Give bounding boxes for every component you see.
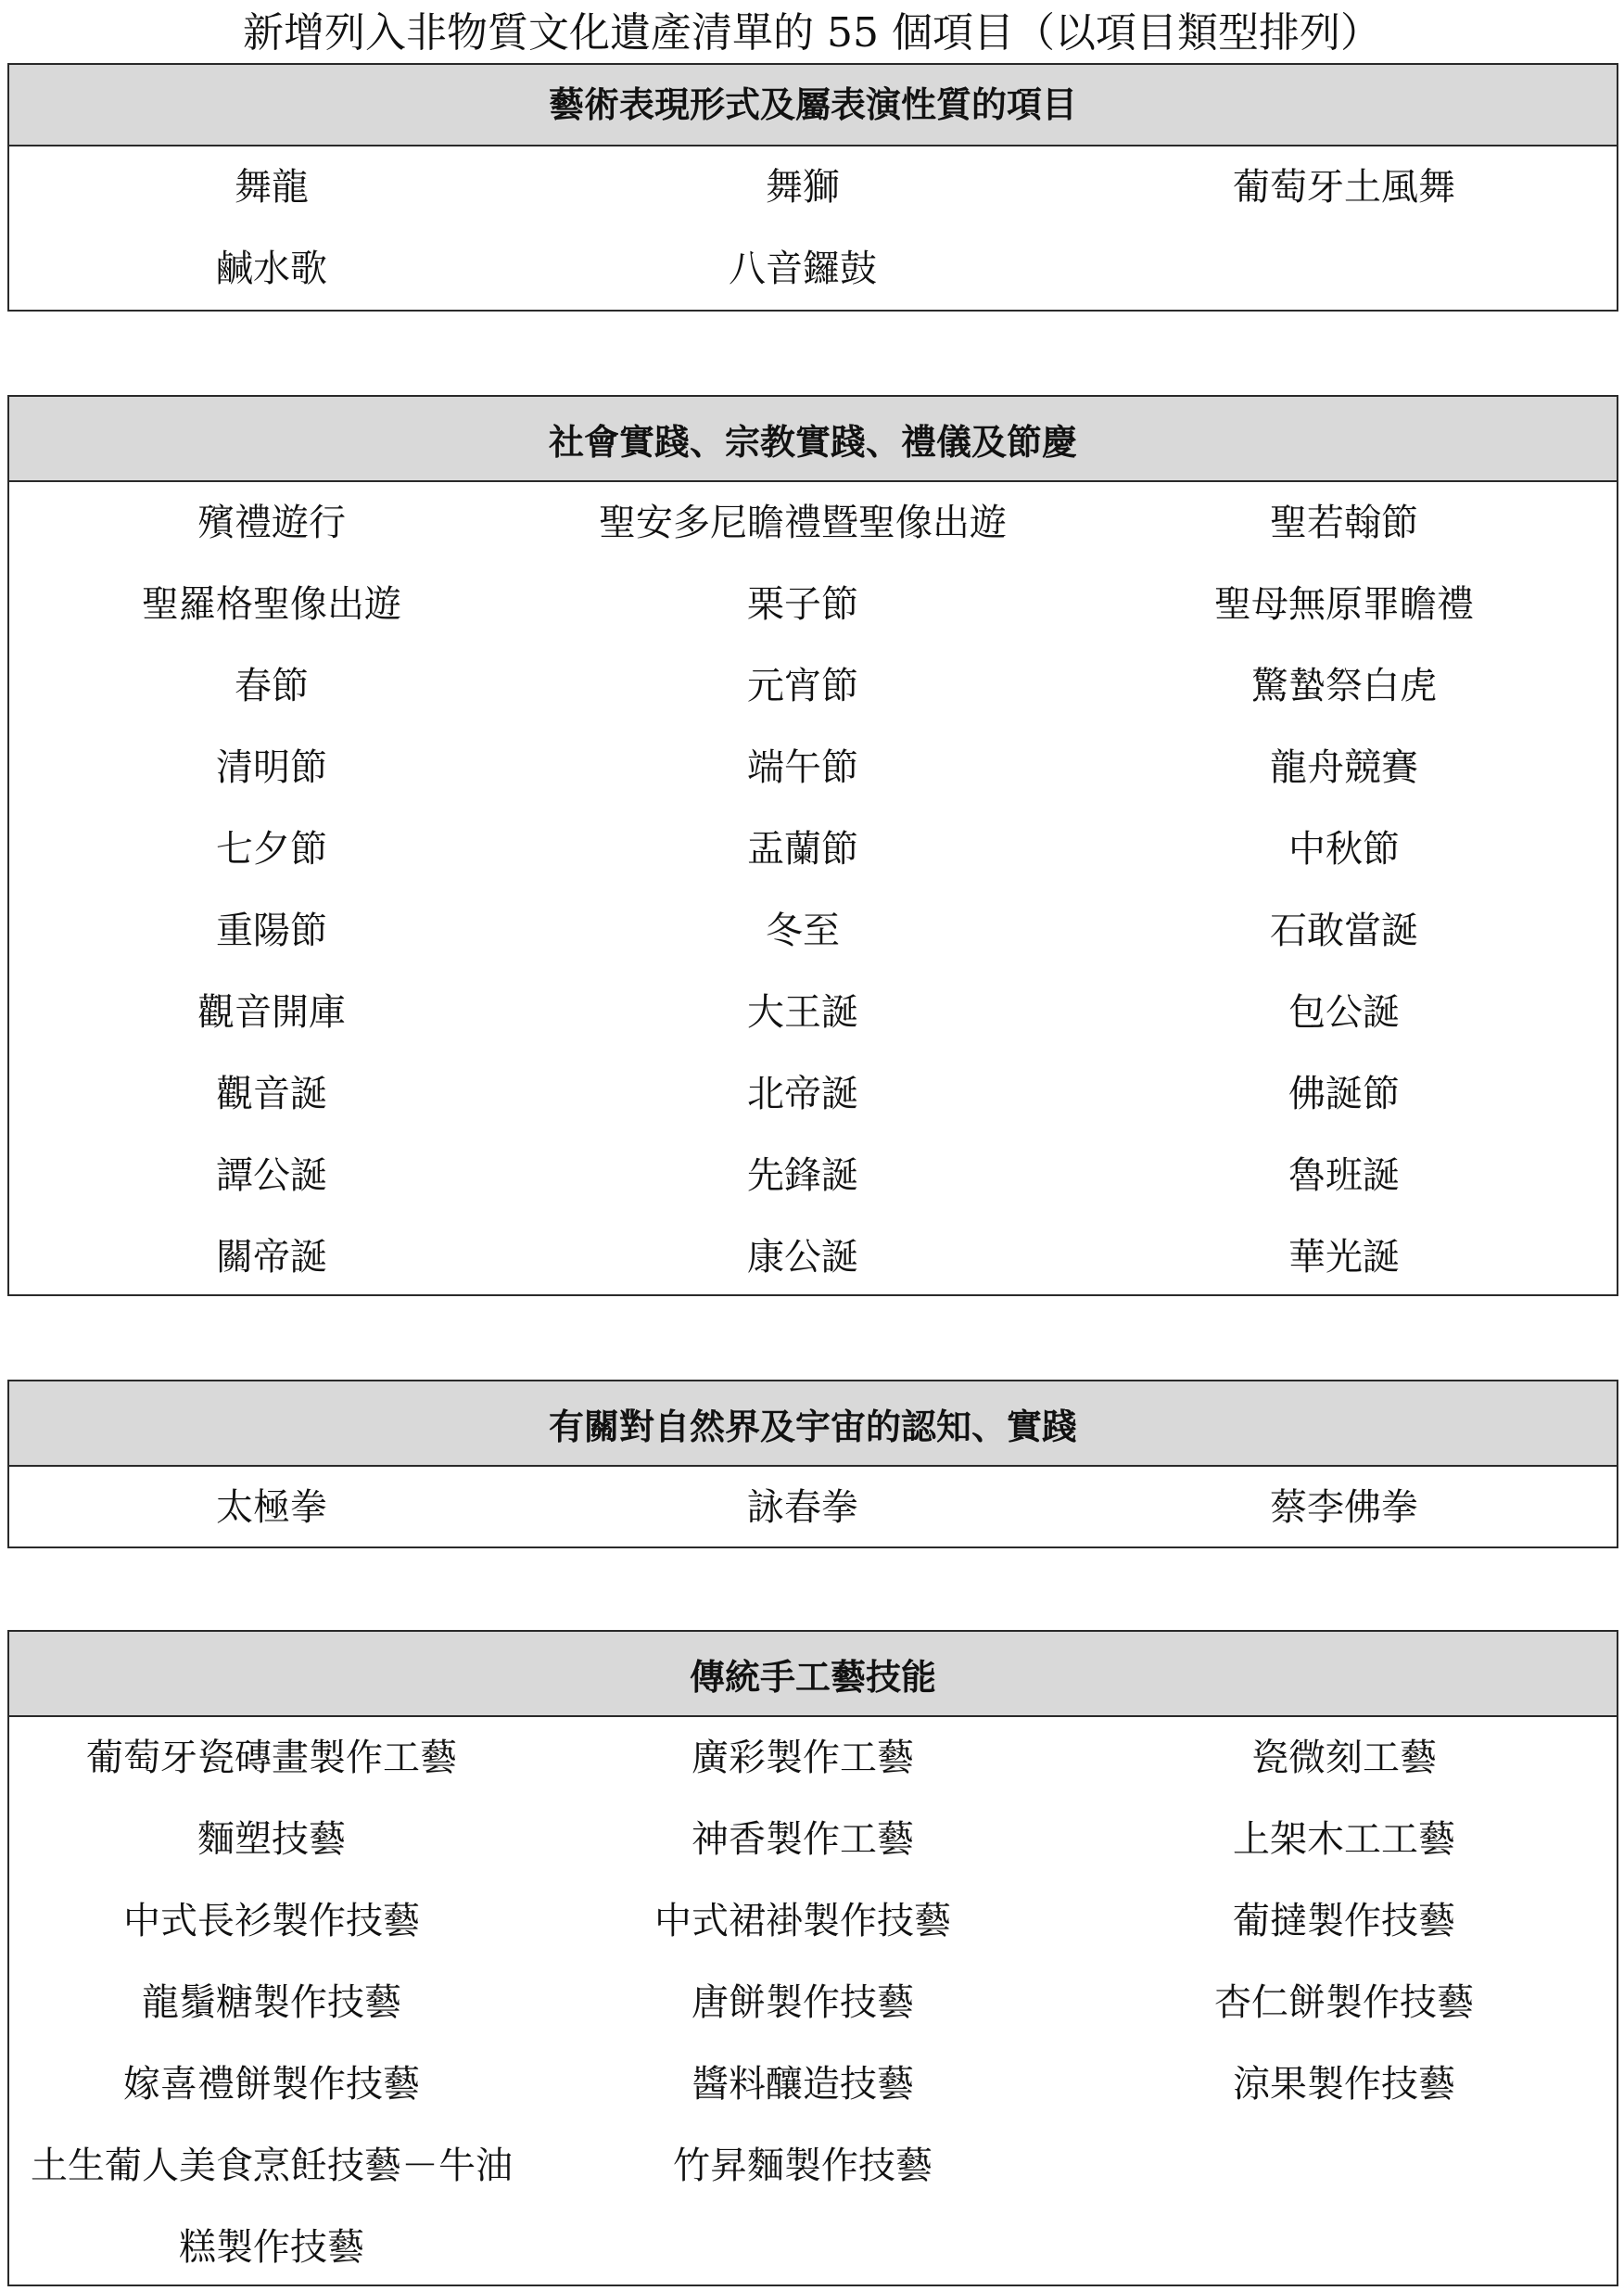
item-grid: [9, 1717, 1617, 2288]
item-grid: [9, 146, 1617, 310]
list-item: 聖母無原罪瞻禮: [1214, 583, 1474, 626]
list-item: 嫁喜禮餅製作技藝: [123, 2063, 420, 2106]
list-item: 鹹水歌: [216, 248, 327, 290]
list-item: 上架木工工藝: [1233, 1818, 1455, 1861]
list-item: 栗子節: [747, 583, 858, 626]
list-item: 聖安多尼瞻禮暨聖像出遊: [599, 502, 1007, 544]
list-item: 中秋節: [1288, 828, 1400, 871]
list-item: 杏仁餅製作技藝: [1214, 1981, 1474, 2024]
list-item: 葡萄牙瓷磚畫製作工藝: [86, 1737, 457, 1779]
list-item: 舞獅: [766, 166, 840, 209]
list-item: 葡撻製作技藝: [1233, 1900, 1455, 1942]
list-item: 大王誕: [747, 991, 858, 1034]
list-item: 康公誕: [747, 1236, 858, 1279]
list-item: 觀音開庫: [197, 991, 346, 1034]
list-item: 唐餅製作技藝: [691, 1981, 914, 2024]
list-item: 詠春拳: [747, 1486, 858, 1529]
list-item: 聖羅格聖像出遊: [142, 583, 401, 626]
list-item: 涼果製作技藝: [1233, 2063, 1455, 2106]
list-item: 龍舟競賽: [1270, 746, 1418, 789]
list-item: 八音鑼鼓: [729, 248, 877, 290]
section-social-practices: [7, 395, 1618, 1296]
list-item: 中式裙褂製作技藝: [654, 1900, 951, 1942]
section-header: 有關對自然界及宇宙的認知、實踐: [9, 1381, 1617, 1467]
section-header: 傳統手工藝技能: [9, 1632, 1617, 1717]
list-item: 盂蘭節: [747, 828, 858, 871]
list-item: 土生葡人美食烹飪技藝－牛油糕製作技藝: [31, 2145, 513, 2269]
list-item: 神香製作工藝: [691, 1818, 914, 1861]
empty-cell: [1072, 2125, 1617, 2207]
page-title: 新增列入非物質文化遺產清單的 55 個項目（以項目類型排列）: [243, 9, 1381, 57]
list-item: 關帝誕: [216, 1236, 327, 1279]
section-nature-knowledge: [7, 1380, 1618, 1548]
list-item: 元宵節: [747, 665, 858, 707]
list-item: 先鋒誕: [747, 1154, 858, 1197]
list-item: 冬至: [766, 910, 840, 952]
list-item: 驚蟄祭白虎: [1251, 665, 1437, 707]
list-item: 葡萄牙土風舞: [1233, 166, 1455, 209]
list-item: 蔡李佛拳: [1270, 1486, 1418, 1529]
list-item: 聖若翰節: [1270, 502, 1418, 544]
section-header: 藝術表現形式及屬表演性質的項目: [9, 65, 1617, 146]
list-item: 清明節: [216, 746, 327, 789]
section-craftsmanship: [7, 1630, 1618, 2286]
list-item: 端午節: [747, 746, 858, 789]
list-item: 魯班誕: [1288, 1154, 1400, 1197]
list-item: 中式長衫製作技藝: [123, 1900, 420, 1942]
list-item: 包公誕: [1288, 991, 1400, 1034]
list-item: 佛誕節: [1288, 1073, 1400, 1115]
section-header: 社會實踐、宗教實踐、禮儀及節慶: [9, 397, 1617, 482]
list-item: 龍鬚糖製作技藝: [142, 1981, 401, 2024]
list-item: 醬料釀造技藝: [691, 2063, 914, 2106]
list-item: 重陽節: [216, 910, 327, 952]
list-item: 譚公誕: [216, 1154, 327, 1197]
list-item: 瓷微刻工藝: [1251, 1737, 1437, 1779]
list-item: 舞龍: [235, 166, 309, 209]
list-item: 北帝誕: [747, 1073, 858, 1115]
list-item: 觀音誕: [216, 1073, 327, 1115]
item-grid: [9, 482, 1617, 1298]
list-item: 石敢當誕: [1270, 910, 1418, 952]
list-item: 麵塑技藝: [197, 1818, 346, 1861]
list-item: 七夕節: [216, 828, 327, 871]
list-item: 太極拳: [216, 1486, 327, 1529]
list-item: 春節: [235, 665, 309, 707]
list-item: 殯禮遊行: [197, 502, 346, 544]
item-grid: [9, 1467, 1617, 1548]
list-item: 竹昇麵製作技藝: [673, 2145, 933, 2187]
section-performing-arts: [7, 63, 1618, 312]
list-item: 廣彩製作工藝: [691, 1737, 914, 1779]
list-item: 華光誕: [1288, 1236, 1400, 1279]
